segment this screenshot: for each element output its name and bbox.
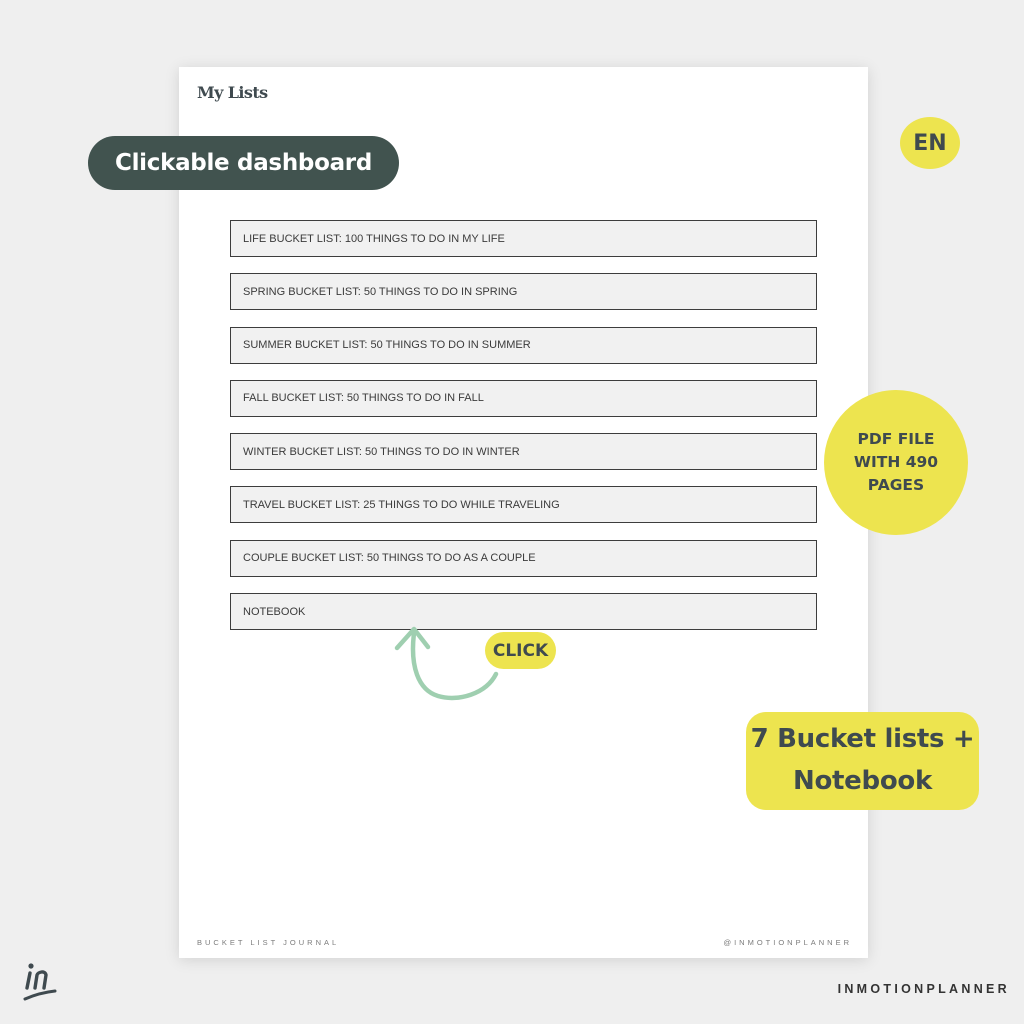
list-item-life[interactable] (230, 220, 817, 257)
bucket-tag-line: 7 Bucket lists + (750, 724, 975, 755)
list-item-label: COUPLE BUCKET LIST: 50 THINGS TO DO AS A COUPLE (243, 552, 536, 565)
bucket-tag-line: Notebook (793, 766, 932, 796)
brand-name: INMOTIONPLANNER (837, 982, 1010, 996)
list-item-spring[interactable] (230, 273, 817, 310)
inmotion-logo-icon (22, 958, 58, 1004)
footer-journal-title: BUCKET LIST JOURNAL (197, 938, 340, 947)
list-item-travel[interactable] (230, 486, 817, 523)
footer-handle: @INMOTIONPLANNER (723, 938, 852, 947)
pdf-pages-badge (824, 390, 968, 535)
list-item-fall[interactable] (230, 380, 817, 417)
click-label: CLICK (485, 632, 556, 669)
list-item-summer[interactable] (230, 327, 817, 364)
pdf-badge-line: WITH 490 (853, 452, 939, 471)
language-badge: EN (900, 117, 960, 169)
planner-page (179, 67, 868, 958)
bucket-lists-tag (746, 712, 979, 810)
list-item-label: SPRING BUCKET LIST: 50 THINGS TO DO IN SPRING (243, 285, 518, 298)
clickable-dashboard-tag: Clickable dashboard (88, 136, 399, 190)
list-item-label: SUMMER BUCKET LIST: 50 THINGS TO DO IN SUMMER (243, 339, 531, 352)
pdf-badge-line: PDF FILE (857, 429, 935, 448)
list-item-label: WINTER BUCKET LIST: 50 THINGS TO DO IN WINTER (243, 445, 520, 458)
page-title: My Lists (197, 83, 268, 102)
list-item-label: LIFE BUCKET LIST: 100 THINGS TO DO IN MY LIFE (243, 232, 505, 245)
list-item-winter[interactable] (230, 433, 817, 470)
bucket-list-menu (230, 220, 817, 646)
list-item-label: TRAVEL BUCKET LIST: 25 THINGS TO DO WHILE TRAVELING (243, 498, 560, 511)
pdf-badge-line: PAGES (867, 476, 925, 495)
list-item-notebook[interactable] (230, 593, 817, 630)
list-item-label: FALL BUCKET LIST: 50 THINGS TO DO IN FALL (243, 392, 484, 405)
list-item-label: NOTEBOOK (243, 605, 306, 618)
list-item-couple[interactable] (230, 540, 817, 577)
